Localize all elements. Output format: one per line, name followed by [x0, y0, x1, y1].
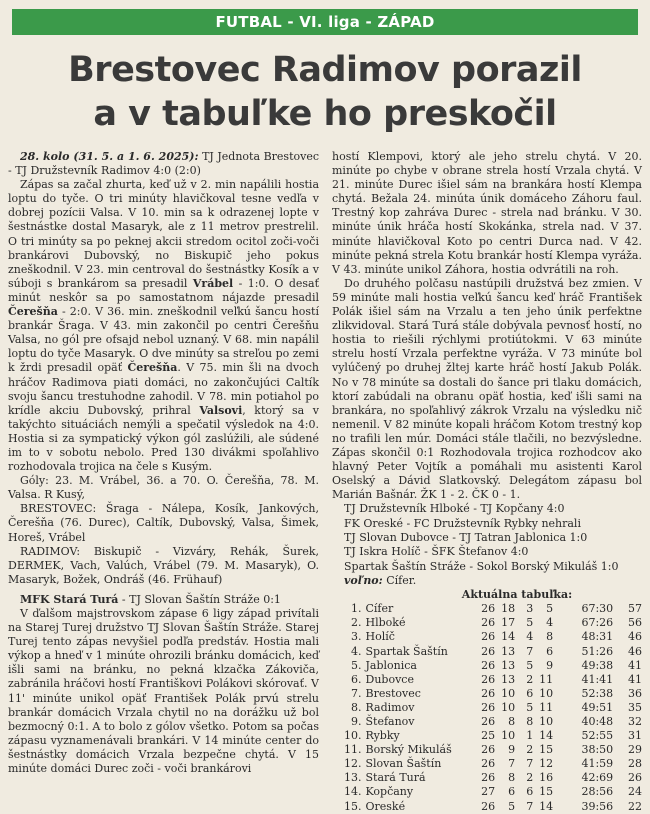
standings-cell-l: 6 [546, 644, 554, 658]
standings-cell-score: 28:56 [581, 785, 614, 799]
standings-cell-l: 4 [546, 616, 554, 630]
headline-line-1: Brestovec Radimov porazil [68, 50, 582, 90]
match2-report: V ďalšom majstrovskom zápase 6 ligy západ privítali na Starej Turej družstvo TJ Slovan Šaštín Stráže. Starej Turej tento zápas nevyšiel podľa predstáv. Hostia mali výkop a hneď v 1 minúte ohrozili bránku domácich, keď išli sami na bránku, no pekná klzačka Zákoviča, zabránila hráčovi hostí Františkovi Polákovi skórovať. V 11' minúte unikol opäť František Polák prvú strelu brankár domácich Vrzala chytil no na dorážku už bol bezmocný 0:1. A to bolo z gólov všetko. Potom sa počas zápasu vyznamenávali brankári. V 14 minúte center do šestnástky domácich Vrzala bezpečne chytá. V 15 minúte domáci Durec zoči - voči brankárovi [8, 607, 319, 776]
standings-cell-team: Borský Mikuláš [365, 743, 452, 757]
table-row [344, 602, 642, 616]
standings-cell-pts: 24 [628, 785, 642, 799]
table-row [344, 645, 642, 659]
standings-cell-team: Cífer [365, 602, 394, 616]
standings-cell-l: 14 [539, 729, 554, 743]
table-row [344, 687, 642, 701]
standings-cell-d: 5 [526, 658, 534, 672]
standings-cell-w: 7 [508, 757, 516, 771]
standings-cell-w: 9 [508, 743, 516, 757]
standings-cell-d: 4 [526, 630, 534, 644]
standings-cell-team: Rybky [365, 729, 400, 743]
standings-cell-l: 5 [546, 602, 554, 616]
standings-cell-w: 10 [501, 700, 516, 714]
standings-cell-score: 38:50 [581, 743, 614, 757]
standings-cell-d: 5 [526, 700, 534, 714]
goals-line: Góly: 23. M. Vrábel, 36. a 70. O. Čerešňa, 78. M. Valsa. R Kusý, [8, 474, 319, 502]
standings-cell-p: 25 [481, 729, 496, 743]
standings-cell-pts: 26 [628, 771, 642, 785]
standings-cell-l: 8 [546, 630, 554, 644]
standings-cell-team: Stará Turá [365, 771, 426, 785]
standings-cell-l: 12 [539, 757, 554, 771]
standings-cell-pos: 6. [351, 672, 362, 686]
result-item: TJ Slovan Dubovce - TJ Tatran Jablonica 1:0 [344, 530, 588, 544]
result-item: TJ Družstevník Hlboké - TJ Kopčany 4:0 [344, 502, 565, 516]
standings-cell-l: 15 [539, 785, 554, 799]
table-row [344, 616, 642, 630]
standings-cell-l: 11 [539, 672, 554, 686]
table-row [344, 785, 642, 799]
standings-cell-team: Dubovce [365, 672, 414, 686]
standings-cell-pts: 35 [628, 700, 642, 714]
standings-cell-d: 3 [526, 602, 534, 616]
standings-cell-score: 52:55 [581, 729, 614, 743]
standings-cell-team: Slovan Šaštín [365, 757, 442, 771]
match2-second-half: Do druhého polčasu nastúpili družstvá bez zmien. V 59 minúte mali hostia veľkú šancu keď hráč František Polák išiel sám na Vrzalu a ten jeho únik perfektne zlikvidoval. Stará Turá stále dobývala pevnosť hostí, no hostia to riešili rýchlymi protiútokmi. V 63 minúte strelu hostí Vrzala perfektne vyráža. V 73 minúte bol vylúčený po druhej žltej karte hráč hostí Jakub Polák. No v 78 minúte sa dostali do šance pri tlaku domácich, ktorí zabúdali na obranu opäť hostia, keď išli sami na brankára, no spoľahlivý zákrok Vrzalu na výsledku nič nemenil. V 82 minúte kopali hráčom Kotom trestný kop no trafili len múr. Domáci stále tlačili, no bezvýsledne. Zápas skončil 0:1 Rozhodovala trojica rozhodcov ako hlavný Peter Vojtík a pomáhali mu asistenti Karol Oselský a Dávid Slatkovský. Delegátom zápasu bol Marián Bašnár. ŽK 1 - 2. ČK 0 - 1. [332, 276, 642, 502]
standings-cell-pos: 11. [344, 743, 362, 757]
standings-cell-d: 7 [526, 799, 534, 813]
section-banner: FUTBAL - VI. liga - ZÁPAD [12, 9, 638, 35]
standings-cell-p: 27 [481, 785, 496, 799]
standings-cell-pts: 31 [628, 729, 642, 743]
match2-heading: MFK Stará Turá - TJ Slovan Šaštín Stráže 0:1 [20, 592, 281, 606]
standings-cell-l: 16 [539, 771, 554, 785]
standings-cell-pos: 1. [351, 602, 362, 616]
standings-cell-w: 18 [501, 602, 516, 616]
standings-cell-l: 15 [539, 743, 554, 757]
standings-cell-pts: 46 [628, 630, 642, 644]
standings-cell-w: 13 [501, 644, 516, 658]
round-heading: 28. kolo (31. 5. a 1. 6. 2025): TJ Jednota Brestovec - TJ Družstevník Radimov 4:0 (2:0) [8, 150, 319, 178]
standings-cell-team: Holíč [365, 630, 395, 644]
standings-table [344, 602, 642, 813]
standings-cell-w: 10 [501, 686, 516, 700]
standings-cell-p: 26 [481, 714, 496, 728]
result-item: FK Oreské - FC Družstevník Rybky nehrali [344, 516, 581, 530]
standings-cell-p: 26 [481, 743, 496, 757]
standings-cell-w: 17 [501, 616, 516, 630]
right-column [332, 150, 642, 814]
standings-cell-score: 52:38 [581, 686, 614, 700]
table-row [344, 715, 642, 729]
standings-cell-d: 2 [526, 743, 534, 757]
standings-cell-score: 42:69 [581, 771, 614, 785]
standings-cell-p: 26 [481, 672, 496, 686]
standings-cell-w: 13 [501, 658, 516, 672]
table-row [344, 771, 642, 785]
standings-cell-l: 9 [546, 658, 554, 672]
standings-cell-pts: 36 [628, 686, 642, 700]
standings-cell-pts: 56 [628, 616, 642, 630]
standings-cell-w: 6 [508, 785, 516, 799]
standings-cell-score: 49:51 [581, 700, 614, 714]
table-row [344, 701, 642, 715]
standings-title: Aktuálna tabuľka: [461, 588, 573, 602]
standings-cell-d: 7 [526, 644, 534, 658]
table-row [344, 743, 642, 757]
standings-cell-pos: 12. [344, 757, 362, 771]
standings-cell-score: 40:48 [581, 714, 614, 728]
standings-cell-pos: 13. [344, 771, 362, 785]
standings-cell-w: 5 [508, 799, 516, 813]
standings-cell-l: 10 [539, 686, 554, 700]
standings-cell-p: 26 [481, 658, 496, 672]
brestovec-lineup: BRESTOVEC: Šraga - Nálepa, Kosík, Jankových, Čerešňa (76. Durec), Caltík, Dubovský, Valsa, Šimek, Horeš, Vrábel [8, 502, 319, 544]
standings-cell-pts: 41 [628, 658, 642, 672]
standings-cell-team: Jablonica [365, 658, 417, 672]
standings-cell-d: 1 [526, 729, 534, 743]
standings-cell-w: 10 [501, 729, 516, 743]
standings-cell-d: 7 [526, 757, 534, 771]
standings-cell-d: 2 [526, 771, 534, 785]
standings-cell-p: 26 [481, 799, 496, 813]
standings-cell-score: 48:31 [581, 630, 614, 644]
table-row [344, 673, 642, 687]
standings-cell-score: 39:56 [581, 799, 614, 813]
standings-cell-team: Oreské [365, 799, 406, 813]
standings-cell-pts: 41 [628, 672, 642, 686]
standings-cell-team: Radimov [365, 700, 415, 714]
standings-cell-pos: 10. [344, 729, 362, 743]
table-row [344, 757, 642, 771]
radimov-lineup: RADIMOV: Biskupič - Vizváry, Rehák, Šurek, DERMEK, Vach, Valúch, Vrábel (79. M. Masaryk), O. Masaryk, Božek, Ondráš (46. Frühauf) [8, 544, 319, 586]
standings-cell-pos: 3. [351, 630, 362, 644]
standings-cell-pos: 14. [344, 785, 362, 799]
standings-cell-team: Kopčany [365, 785, 414, 799]
match1-report: Zápas sa začal zhurta, keď už v 2. min napálili hostia loptu do tyče. O tri minúty hlavičkoval tesne vedľa v dobrej pozícii Valsa. V 10. min sa k odrazenej lopte v šestnástke dostal Masaryk, ale z 11 metrov prestrelil. O tri minúty sa po peknej akcii stredom ocitol zoči-voči brankárovi Dubovský, no Biskupič jeho pokus zneškodnil. V 23. min centroval do šestnástky Kosík a v súboji s brankárom sa presadil Vrábel - 1:0. O desať minút neskôr sa po samostatnom nájazde presadil Čerešňa - 2:0. V 36. min. zneškodnil veľkú šancu hostí brankár Šraga. V 43. min zakončil po centri Čerešňu Valsa, no gól pre ofsajd nebol uznaný. V 68. min napálil loptu do tyče Masaryk. O dve minúty sa streľou po zemi k žrdi presadil opäť Čerešňa. V 75. min šli na dvoch hráčov Radimova piati domáci, no zakončujúci Caltík svoju šancu trestuhodne zahodil. V 78. min potiahol po krídle akciu Dubovský, prihral Valsovi, ktorý sa v takýchto situáciách nemýli a spečatil výsledok na 4:0. Hostia si za sympatický výkon gól zaslúžili, ale súdené im to v sobotu nebolo. Pred 130 divákmi spoľahlivo rozhodovala trojica na čele s Kusým. [8, 178, 320, 474]
standings-cell-w: 13 [501, 672, 516, 686]
left-column [8, 150, 319, 776]
standings-cell-l: 11 [539, 700, 554, 714]
standings-cell-d: 6 [526, 785, 534, 799]
headline-line-2: a v tabuľke ho preskočil [93, 94, 557, 134]
standings-cell-team: Štefanov [365, 714, 415, 728]
standings-cell-w: 8 [508, 771, 516, 785]
standings-cell-score: 51:26 [581, 644, 614, 658]
standings-cell-p: 26 [481, 630, 496, 644]
result-item: Spartak Šaštín Stráže - Sokol Borský Mikuláš 1:0 [344, 559, 619, 573]
standings-cell-pts: 32 [628, 714, 642, 728]
standings-cell-score: 41:59 [581, 757, 614, 771]
standings-cell-pts: 46 [628, 644, 642, 658]
standings-cell-score: 41:41 [581, 672, 614, 686]
standings-cell-p: 26 [481, 644, 496, 658]
table-row [344, 800, 642, 814]
standings-cell-p: 26 [481, 616, 496, 630]
standings-cell-d: 8 [526, 714, 534, 728]
standings-cell-pos: 5. [351, 658, 362, 672]
standings-cell-pts: 22 [628, 799, 642, 813]
standings-cell-team: Brestovec [365, 686, 421, 700]
standings-cell-p: 26 [481, 686, 496, 700]
standings-cell-w: 14 [501, 630, 516, 644]
standings-cell-pos: 9. [351, 714, 362, 728]
standings-cell-p: 26 [481, 771, 496, 785]
standings-cell-score: 67:30 [581, 602, 614, 616]
standings-cell-l: 10 [539, 714, 554, 728]
standings-cell-pts: 29 [628, 743, 642, 757]
table-row [344, 729, 642, 743]
standings-cell-team: Hlboké [365, 616, 406, 630]
standings-cell-p: 26 [481, 700, 496, 714]
standings-cell-pos: 2. [351, 616, 362, 630]
match2-report-continued: hostí Klempovi, ktorý ale jeho strelu chytá. V 20. minúte po chybe v obrane strela hostí Vrzala chytá. V 21. minúte Durec išiel sám na brankára hostí Klempa chytá. Bežala 24. minúta únik domáceho Záhoru faul. Trestný kop zahráva Durec - strela nad bránku. V 30. minúte únik hráča hostí Skokánka, strela nad. V 37. minúte hlavičkoval Koto po centri Durca nad. V 42. minúte pekná strela Kotu brankár hostí Klempa vyráža. V 43. minúte unikol Záhora, hostia odvrátili na roh. [332, 150, 642, 276]
table-row [344, 659, 642, 673]
standings-cell-pts: 57 [628, 602, 642, 616]
standings-cell-pos: 8. [351, 700, 362, 714]
standings-cell-team: Spartak Šaštín [365, 644, 448, 658]
bye-line: voľno: Cífer. [344, 573, 417, 587]
result-item: TJ Iskra Holíč - ŠFK Štefanov 4:0 [344, 545, 529, 559]
standings-cell-score: 49:38 [581, 658, 614, 672]
results-list [332, 502, 642, 588]
standings-cell-score: 67:26 [581, 616, 614, 630]
standings-cell-p: 26 [481, 602, 496, 616]
standings-cell-d: 5 [526, 616, 534, 630]
standings-cell-p: 26 [481, 757, 496, 771]
standings-cell-d: 6 [526, 686, 534, 700]
standings-cell-pos: 7. [351, 686, 362, 700]
standings-cell-d: 2 [526, 672, 534, 686]
standings-cell-w: 8 [508, 714, 516, 728]
standings-cell-pos: 15. [344, 799, 362, 813]
standings-cell-l: 14 [539, 799, 554, 813]
table-row [344, 630, 642, 644]
standings-cell-pos: 4. [351, 644, 362, 658]
standings-cell-pts: 28 [628, 757, 642, 771]
